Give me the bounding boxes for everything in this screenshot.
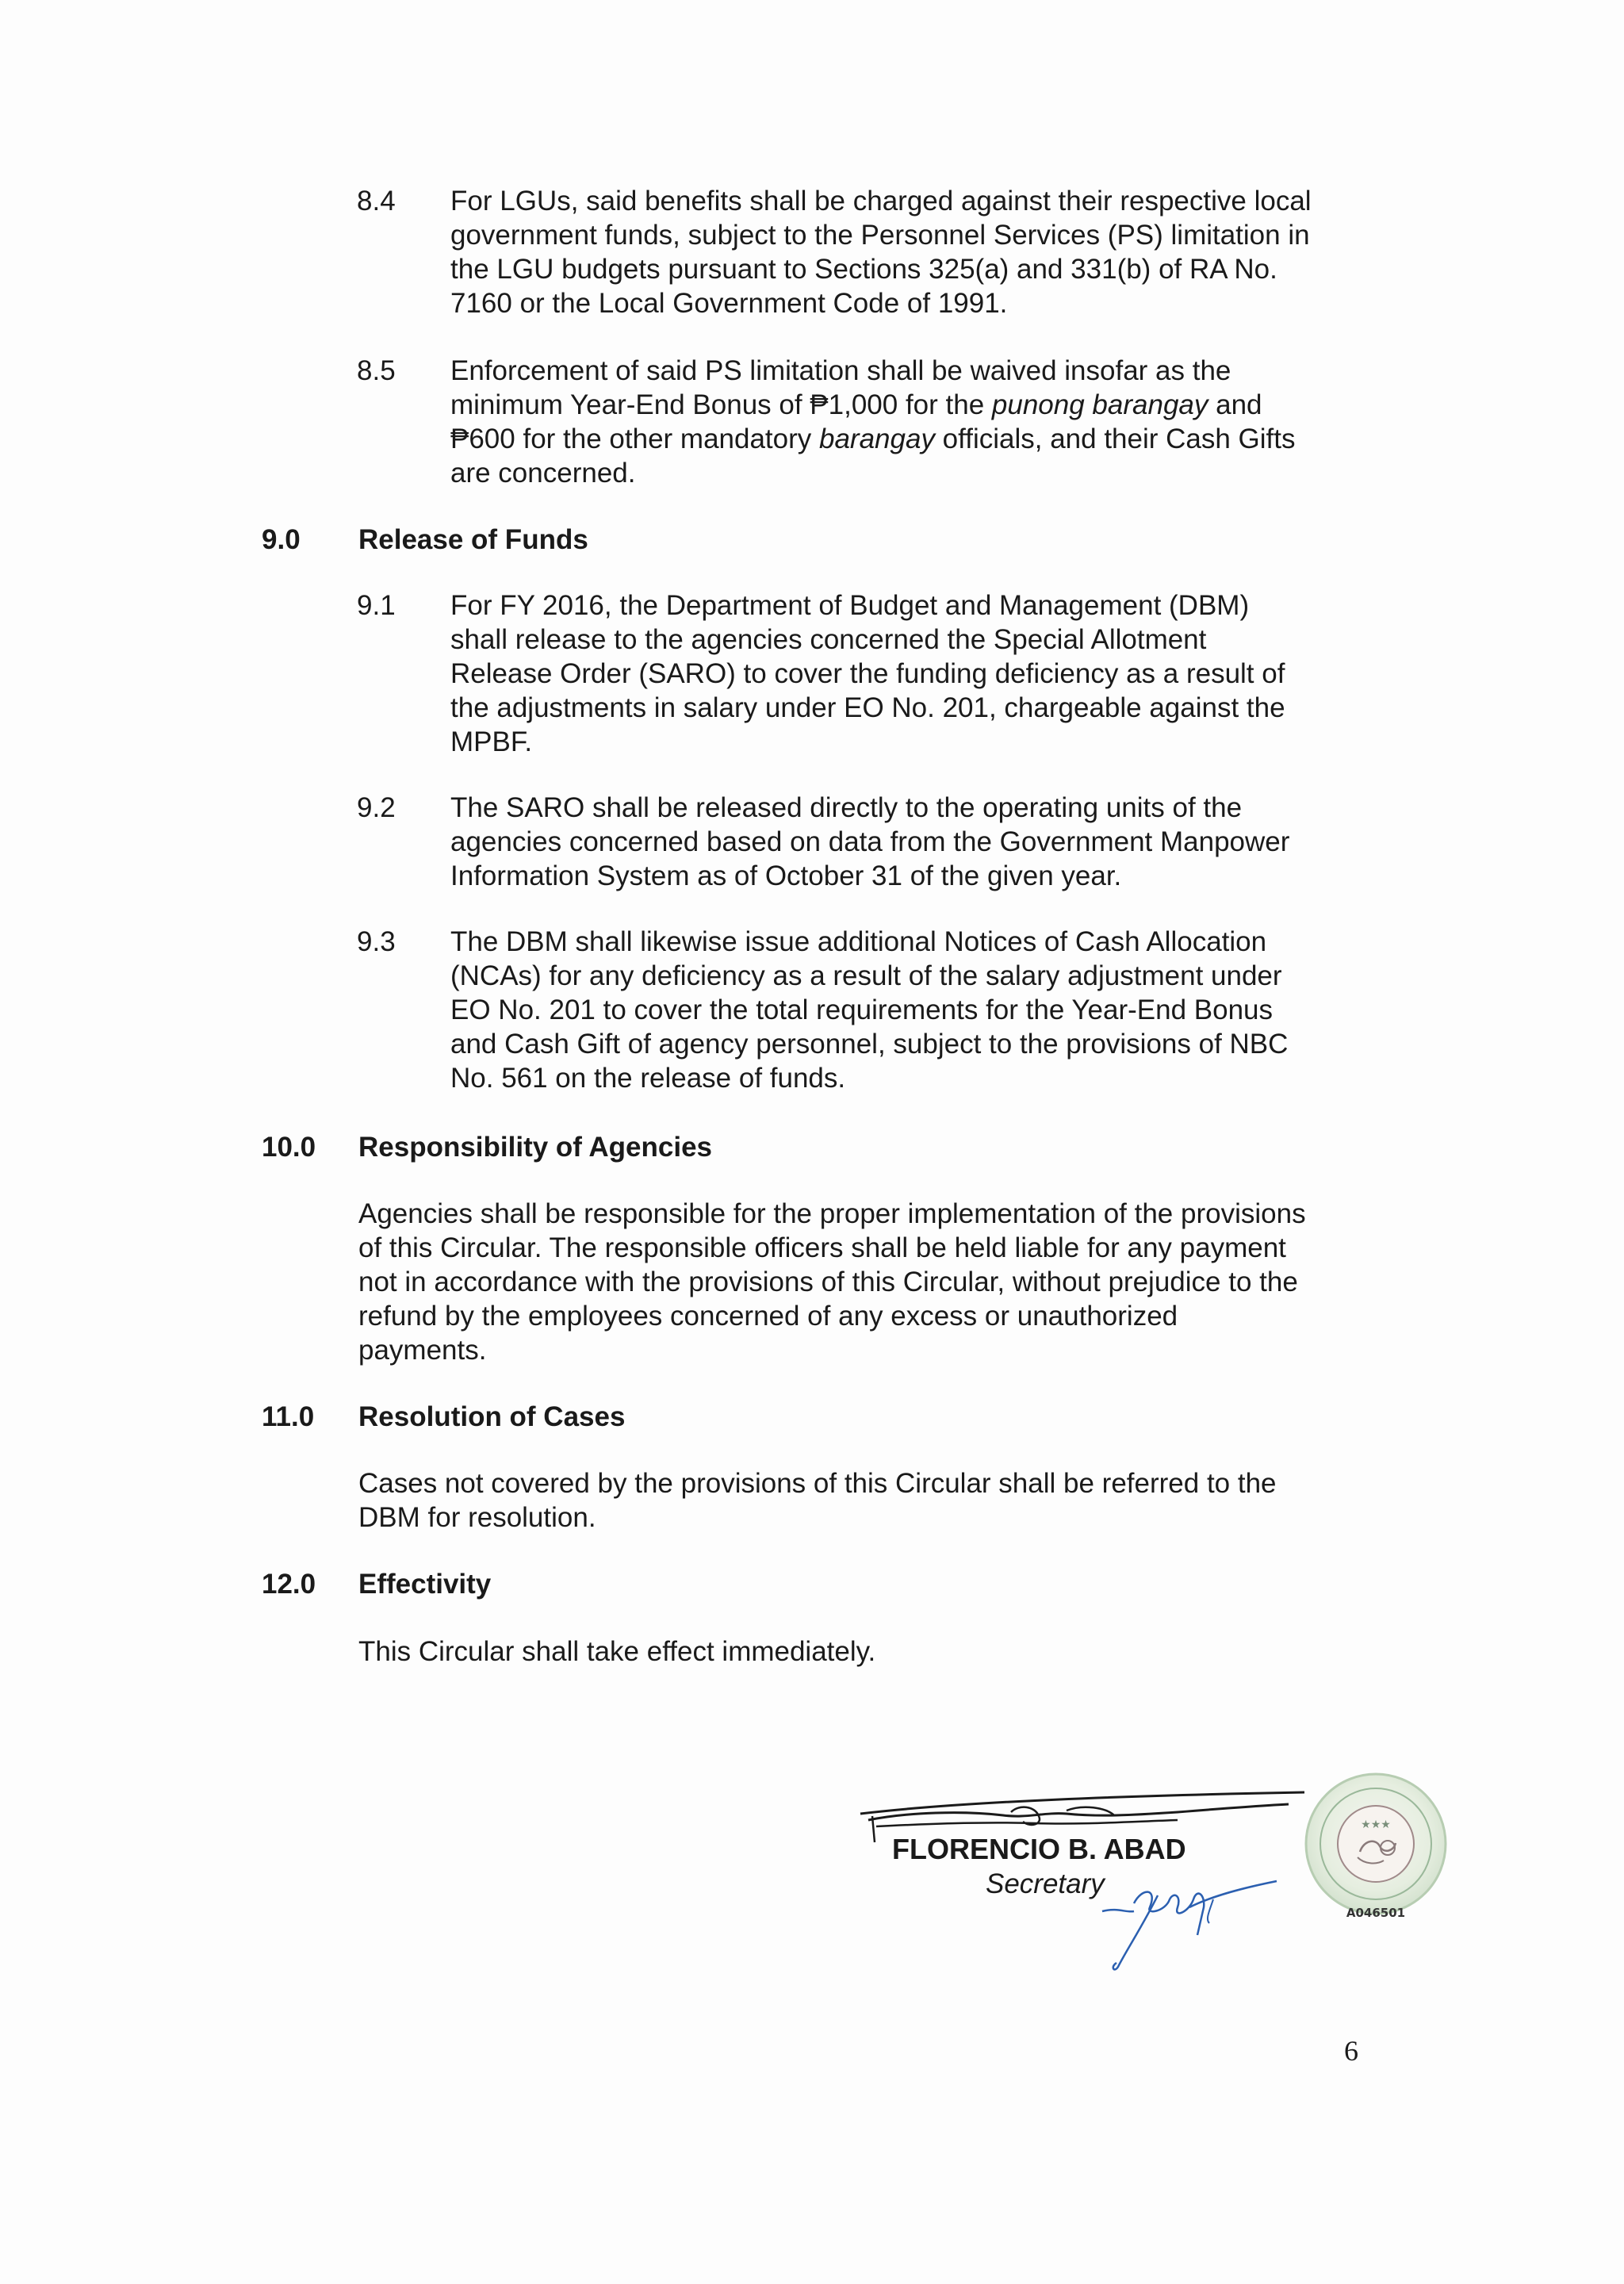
item-9-1-line: shall release to the agencies concerned the Special Allotment <box>450 624 1207 655</box>
section-10-line: not in accordance with the provisions of this Circular, without prejudice to the <box>358 1267 1298 1297</box>
item-8-4-line: 7160 or the Local Government Code of 1991. <box>450 288 1008 319</box>
section-number-10: 10.0 <box>262 1132 316 1163</box>
item-9-2-line: The SARO shall be released directly to the operating units of the <box>450 792 1243 823</box>
section-10-text <box>358 1197 1364 1367</box>
initials-icon <box>1094 1864 1300 1975</box>
section-11-text <box>358 1466 1364 1535</box>
item-8-5-line <box>450 422 1364 456</box>
item-9-3-line: The DBM shall likewise issue additional Notices of Cash Allocation <box>450 926 1267 957</box>
item-8-5-line3-b: officials, and their Cash Gifts <box>934 423 1296 454</box>
section-number-11: 11.0 <box>262 1401 315 1432</box>
item-9-1-line: Release Order (SARO) to cover the funding deficiency as a result of <box>450 658 1285 689</box>
section-11-line: Cases not covered by the provisions of this Circular shall be referred to the <box>358 1468 1277 1499</box>
item-8-5-line: Enforcement of said PS limitation shall be waived insofar as the <box>450 355 1231 386</box>
item-9-3-line: No. 561 on the release of funds. <box>450 1063 846 1094</box>
item-8-4-line: For LGUs, said benefits shall be charged against their respective local <box>450 186 1312 217</box>
item-8-5-line3-a: ₱600 for the other mandatory <box>450 423 819 454</box>
item-8-5-line2-a: minimum Year-End Bonus of ₱1,000 for the <box>450 389 992 420</box>
item-number-9-2: 9.2 <box>357 792 396 823</box>
item-9-2-line: Information System as of October 31 of the given year. <box>450 860 1122 891</box>
section-number-12: 12.0 <box>262 1569 316 1600</box>
item-8-5-line: are concerned. <box>450 458 636 489</box>
section-10-line: of this Circular. The responsible officers shall be held liable for any payment <box>358 1232 1286 1263</box>
item-9-3-line: (NCAs) for any deficiency as a result of the salary adjustment under <box>450 960 1282 991</box>
signatory-title: Secretary <box>986 1868 1105 1899</box>
item-9-2-text <box>450 791 1364 893</box>
item-8-4-line: government funds, subject to the Personnel Services (PS) limitation in <box>450 220 1310 251</box>
item-number-9-1: 9.1 <box>357 590 396 621</box>
section-title-9: Release of Funds <box>358 524 588 555</box>
section-12-line: This Circular shall take effect immediately. <box>358 1636 876 1667</box>
item-8-5-line2-emphasis: punong barangay <box>991 389 1208 420</box>
item-9-3-line: EO No. 201 to cover the total requirements for the Year-End Bonus <box>450 994 1273 1025</box>
section-title-10: Responsibility of Agencies <box>358 1132 713 1163</box>
item-8-5-text <box>450 354 1364 490</box>
item-8-4-line: the LGU budgets pursuant to Sections 325(a) and 331(b) of RA No. <box>450 254 1277 285</box>
item-number-8-5: 8.5 <box>357 355 396 386</box>
item-8-5-line <box>450 388 1364 422</box>
item-9-2-line: agencies concerned based on data from the Government Manpower <box>450 826 1290 857</box>
item-8-5-line2-b: and <box>1208 389 1262 420</box>
section-10-line: Agencies shall be responsible for the proper implementation of the provisions <box>358 1198 1306 1229</box>
item-9-1-text <box>450 588 1364 759</box>
seal-serial: A046501 <box>1346 1906 1406 1920</box>
item-8-4-text <box>450 184 1364 320</box>
signatory-name: FLORENCIO B. ABAD <box>892 1833 1186 1865</box>
section-10-line: refund by the employees concerned of any excess or unauthorized <box>358 1301 1178 1332</box>
section-12-text <box>358 1634 1364 1669</box>
item-9-1-line: For FY 2016, the Department of Budget and Management (DBM) <box>450 590 1250 621</box>
section-10-line: payments. <box>358 1335 487 1366</box>
item-number-9-3: 9.3 <box>357 926 396 957</box>
item-8-5-line3-emphasis: barangay <box>819 423 935 454</box>
item-9-1-line: MPBF. <box>450 726 533 757</box>
section-number-9: 9.0 <box>262 524 301 555</box>
svg-text:★★★: ★★★ <box>1361 1818 1391 1831</box>
item-9-3-line: and Cash Gift of agency personnel, subject to the provisions of NBC <box>450 1029 1289 1060</box>
item-9-3-text <box>450 925 1364 1095</box>
item-number-8-4: 8.4 <box>357 186 396 217</box>
section-11-line: DBM for resolution. <box>358 1502 596 1533</box>
section-title-11: Resolution of Cases <box>358 1401 626 1432</box>
section-title-12: Effectivity <box>358 1569 492 1600</box>
page-number: 6 <box>1344 2035 1358 2067</box>
item-9-1-line: the adjustments in salary under EO No. 201, chargeable against the <box>450 692 1285 723</box>
